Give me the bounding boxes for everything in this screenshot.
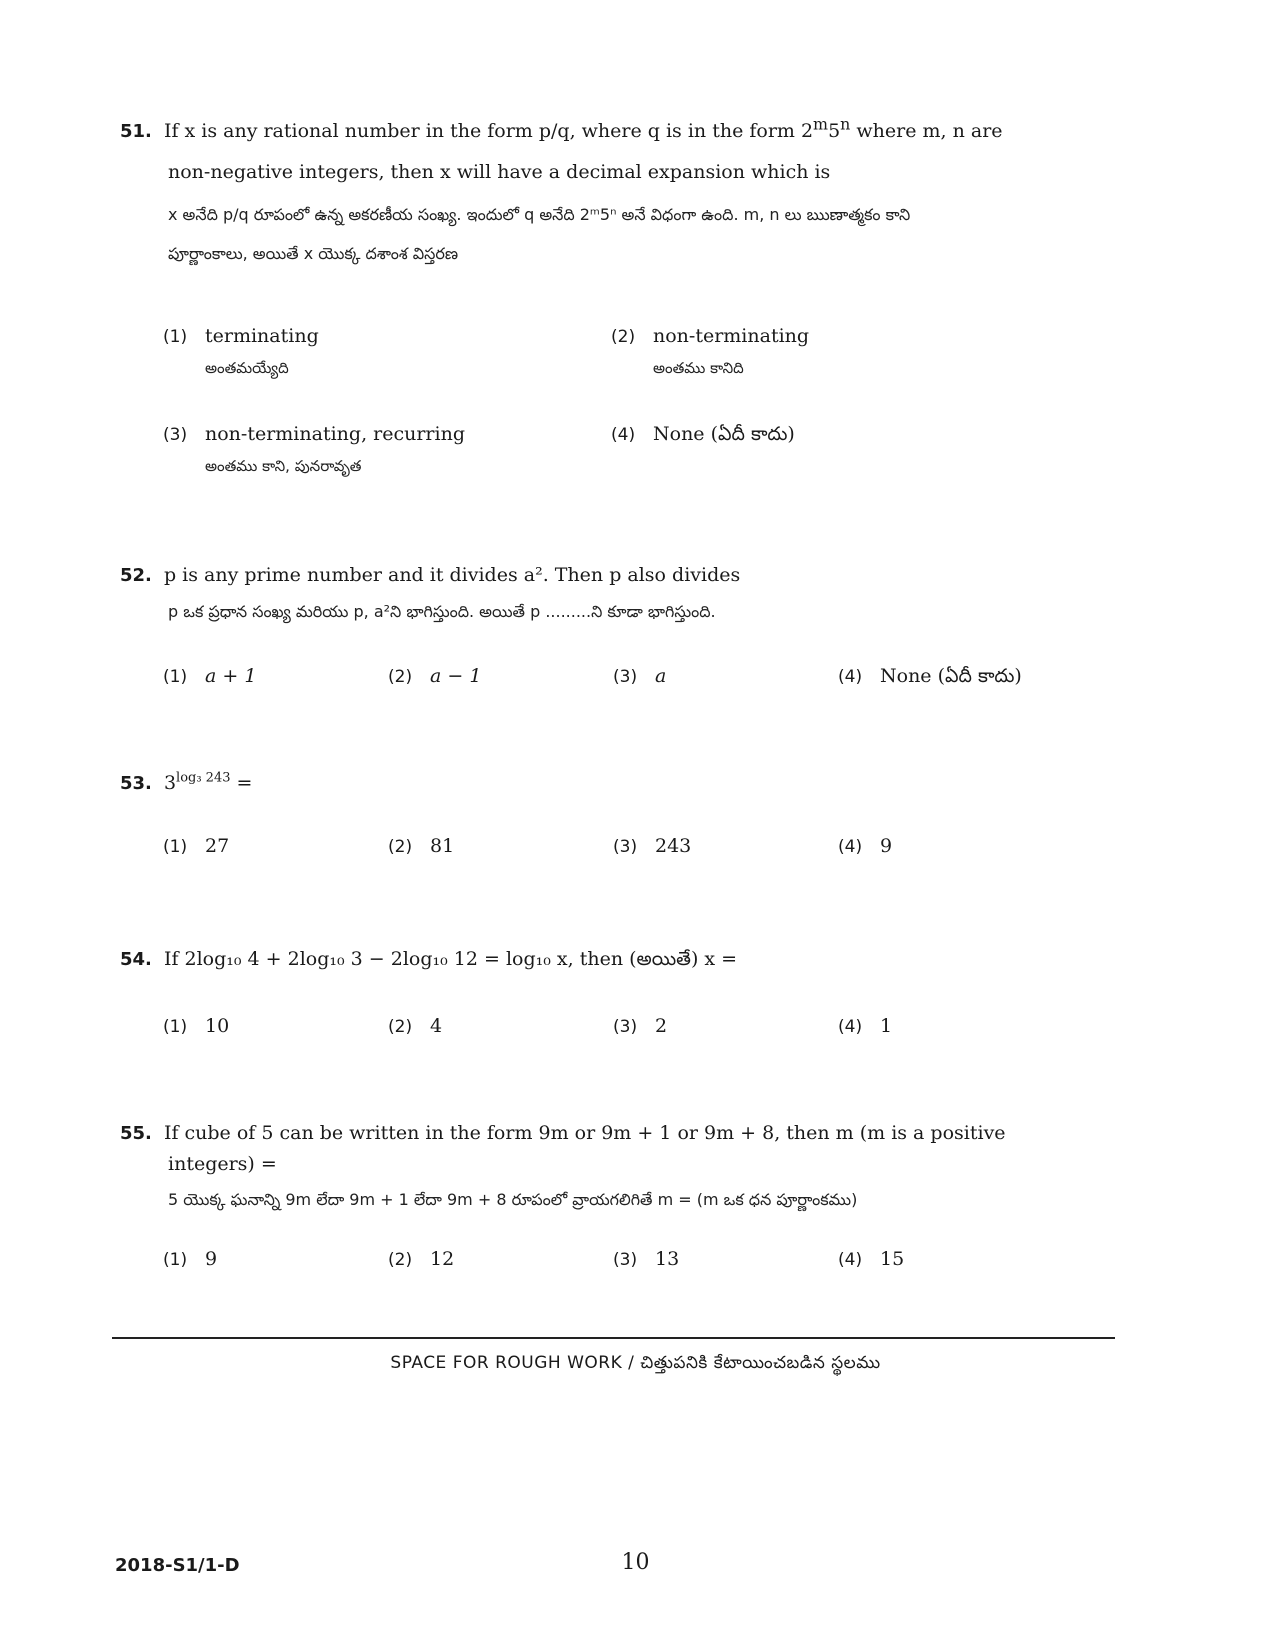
rough-work-label: SPACE FOR ROUGH WORK / చిత్తుపనికి కేటాయించబడిన స్థలము bbox=[390, 1353, 881, 1373]
option-53-2[interactable]: (2) 81 bbox=[388, 835, 455, 857]
question-text-line2: integers) = bbox=[168, 1152, 277, 1175]
question-55: 55. If cube of 5 can be written in the form 9m or 9m + 1 or 9m + 8, then m (m is a positive integers) = 5 యొక్క ఘనాన్ని 9m లేదా 9m + 1 లేదా 9m + 8 రూపంలో వ్రాయగలిగితే m = (m ఒక ధన పూర్ణాంకము) bbox=[120, 1118, 1120, 1213]
question-51 bbox=[120, 112, 1120, 267]
option-55-3[interactable]: (3) 13 bbox=[613, 1248, 680, 1270]
option-54-3[interactable]: (3) 2 bbox=[613, 1015, 668, 1037]
question-text: If x is any rational number in the form p/q, where q is in the form 2$^m$5$^n$ where m, n are bbox=[163, 115, 1003, 143]
option-54-2[interactable]: (2) 4 bbox=[388, 1015, 443, 1037]
option-54-4[interactable]: (4) 1 bbox=[838, 1015, 893, 1037]
option-51-2[interactable]: (2) non-terminating అంతము కానిది bbox=[611, 325, 810, 377]
option-51-1[interactable]: (1) terminating అంతమయ్యేది bbox=[163, 325, 319, 377]
question-text-line2: non-negative integers, then x will have a decimal expansion which is bbox=[168, 161, 831, 184]
page-number: 10 bbox=[621, 1550, 650, 1575]
option-52-4[interactable]: (4) None (ఏదీ కాదు) bbox=[838, 665, 1022, 687]
paper-code: 2018-S1/1-D bbox=[115, 1555, 240, 1576]
option-53-3[interactable]: (3) 243 bbox=[613, 835, 692, 857]
telugu-text: 5 యొక్క ఘనాన్ని 9m లేదా 9m + 1 లేదా 9m + 8 రూపంలో వ్రాయగలిగితే m = (m ఒక ధన పూర్ణాంకము) bbox=[168, 1190, 858, 1210]
telugu-text-line2: పూర్ణాంకాలు, అయితే x యొక్క దశాంశ విస్తరణ bbox=[168, 244, 459, 264]
telugu-text: p ఒక ప్రధాన సంఖ్య మరియు p, a²ని భాగిస్తుంది. అయితే p .........ని కూడా భాగిస్తుంది. bbox=[168, 601, 716, 621]
telugu-text: x అనేది p/q రూపంలో ఉన్న అకరణీయ సంఖ్య. ఇందులో q అనేది 2ᵐ5ⁿ అనే విధంగా ఉంది. m, n లు ఋణాత్మకం కాని bbox=[168, 204, 911, 224]
question-54: 54. If 2log₁₀ 4 + 2log₁₀ 3 − 2log₁₀ 12 = log₁₀ x, then (అయితే) x = bbox=[120, 948, 738, 970]
option-52-1[interactable]: (1) a + 1 bbox=[163, 665, 257, 687]
question-52: 52. p is any prime number and it divides a². Then p also divides p ఒక ప్రధాన సంఖ్య మరియు p, a²ని భాగిస్తుంది. అయితే p .........ని కూడా భాగిస్తుంది. bbox=[120, 560, 1120, 624]
option-52-3[interactable]: (3) a bbox=[613, 665, 667, 687]
option-55-1[interactable]: (1) 9 bbox=[163, 1248, 218, 1270]
option-54-1[interactable]: (1) 10 bbox=[163, 1015, 230, 1037]
option-55-4[interactable]: (4) 15 bbox=[838, 1248, 905, 1270]
option-52-2[interactable]: (2) a − 1 bbox=[388, 665, 482, 687]
option-51-4[interactable]: (4) None (ఏదీ కాదు) bbox=[611, 423, 795, 445]
divider-rule bbox=[112, 1337, 1115, 1339]
question-53: 53. $3^{log_3 243}$ = bbox=[120, 770, 253, 794]
option-55-2[interactable]: (2) 12 bbox=[388, 1248, 455, 1270]
option-51-3[interactable]: (3) non-terminating, recurring అంతము కాని, పునరావృత bbox=[163, 423, 465, 475]
option-53-4[interactable]: (4) 9 bbox=[838, 835, 893, 857]
option-53-1[interactable]: (1) 27 bbox=[163, 835, 230, 857]
question-number: 51. bbox=[120, 121, 152, 143]
